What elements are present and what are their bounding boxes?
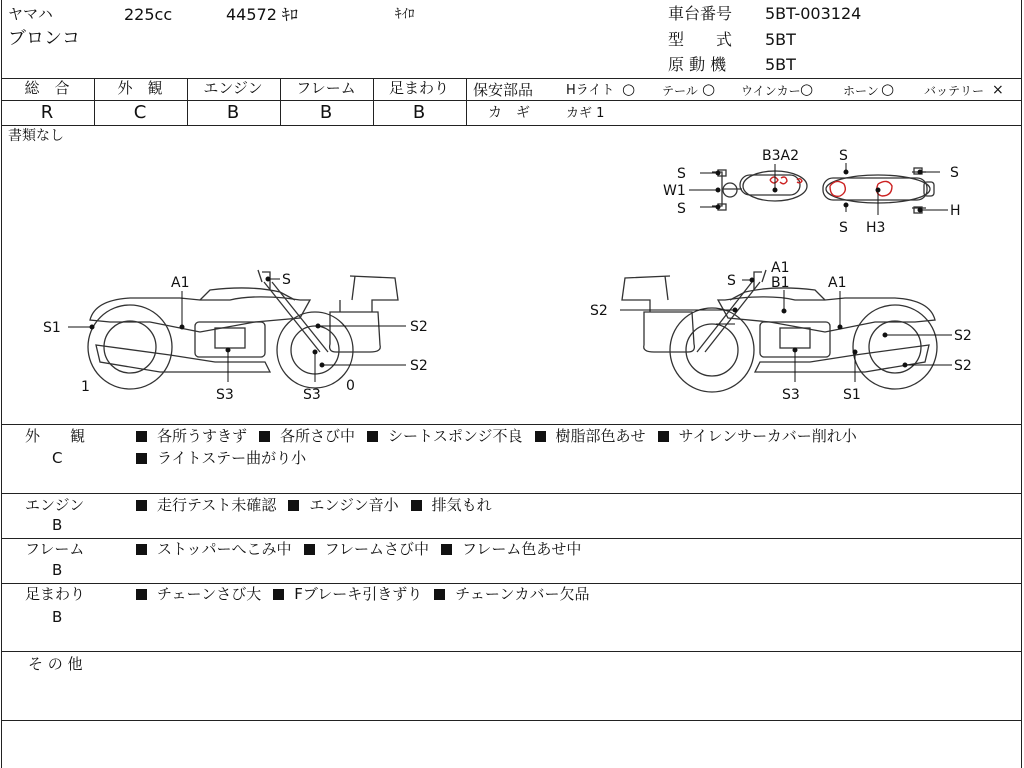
label-right-s: S xyxy=(727,273,736,289)
safety-tail-mark: ○ xyxy=(702,80,716,98)
comment-suspension-grade: B xyxy=(52,608,63,626)
defect-item: チェーンさび大 xyxy=(157,585,262,603)
bullet-square-icon xyxy=(441,544,452,555)
defect-item: 樹脂部色あせ xyxy=(555,427,646,445)
defect-item: サイレンサーカバー削れ小 xyxy=(678,427,857,445)
defect-item: シートスポンジ不良 xyxy=(388,427,523,445)
label-right-s2a: S2 xyxy=(590,303,608,319)
comment-frame-line-1 xyxy=(136,542,593,557)
label-right-s2c: S2 xyxy=(954,358,972,374)
displacement: 225cc xyxy=(124,5,173,24)
frame-no: 5BT-003124 xyxy=(765,4,862,23)
comment-engine-grade: B xyxy=(52,516,63,534)
bullet-square-icon xyxy=(658,431,669,442)
safety-headlight-mark: ○ xyxy=(622,80,636,98)
defect-item: Fブレーキ引きずり xyxy=(294,585,423,603)
bullet-square-icon xyxy=(136,500,147,511)
comment-frame-label: フレーム xyxy=(25,540,85,558)
grade-label-engine: エンジン xyxy=(203,79,263,97)
label-top-s2: S xyxy=(677,166,686,182)
bullet-square-icon xyxy=(136,431,147,442)
mileage-unit: ｷｲﾛ xyxy=(395,7,415,22)
bullet-square-icon xyxy=(304,544,315,555)
safety-winker-mark: ○ xyxy=(800,80,814,98)
safety-horn-label: ホーン xyxy=(843,84,879,98)
diagram-labels xyxy=(43,148,972,403)
label-top-s5: S xyxy=(839,220,848,236)
comment-frame-grade: B xyxy=(52,561,63,579)
defect-item: 各所うすきず xyxy=(157,427,248,445)
safety-winker-label: ウインカー xyxy=(741,84,801,98)
mileage: 44572 ｷﾛ xyxy=(226,5,298,24)
safety-horn-mark: ○ xyxy=(881,80,895,98)
comment-engine-label: エンジン xyxy=(25,496,85,514)
bullet-square-icon xyxy=(136,544,147,555)
label-top-w1: W1 xyxy=(663,183,686,199)
bullet-square-icon xyxy=(434,589,445,600)
bullet-square-icon xyxy=(535,431,546,442)
engine-label: 原 動 機 xyxy=(668,55,727,74)
comment-exterior-line-1 xyxy=(136,429,869,444)
label-left-s2a: S2 xyxy=(410,319,428,335)
defect-item: ライトステー曲がり小 xyxy=(157,449,307,467)
comment-exterior-grade: C xyxy=(52,449,63,467)
label-top-s3: S xyxy=(677,201,686,217)
defect-item: チェーンカバー欠品 xyxy=(455,585,590,603)
grade-label-overall: 総 合 xyxy=(24,79,70,97)
label-left-s3a: S3 xyxy=(216,387,234,403)
docs-note: 書類なし xyxy=(8,128,64,144)
defect-item: 排気もれ xyxy=(431,496,492,514)
defect-item: 走行テスト未確認 xyxy=(157,496,277,514)
comment-exterior-line-2 xyxy=(136,451,318,466)
label-right-s1: S1 xyxy=(843,387,861,403)
type-label: 型 式 xyxy=(668,30,733,49)
grade-value-exterior: C xyxy=(133,102,147,123)
comment-exterior-label: 外 観 xyxy=(25,427,86,445)
label-left-s2b: S2 xyxy=(410,358,428,374)
engine-value: 5BT xyxy=(765,55,796,74)
comment-suspension-label: 足まわり xyxy=(25,585,86,603)
type-value: 5BT xyxy=(765,30,796,49)
left-view-bike xyxy=(88,270,398,389)
label-top-s4: S xyxy=(950,165,959,181)
frame-no-label: 車台番号 xyxy=(668,4,733,23)
key-label: カ ギ xyxy=(488,105,530,121)
safety-headlight-label: Hライト xyxy=(566,83,615,98)
comment-suspension-line-1 xyxy=(136,587,602,602)
defect-item: 各所さび中 xyxy=(280,427,356,445)
bullet-square-icon xyxy=(259,431,270,442)
label-right-s3: S3 xyxy=(782,387,800,403)
defect-item: フレームさび中 xyxy=(324,540,429,558)
grade-label-suspension: 足まわり xyxy=(388,79,449,97)
label-left-s3b: S3 xyxy=(303,387,321,403)
grade-value-frame: B xyxy=(319,102,333,123)
safety-title: 保安部品 xyxy=(473,81,534,99)
label-top-h: H xyxy=(950,203,961,219)
label-right-a1: A1 xyxy=(828,275,847,291)
defect-item: エンジン音小 xyxy=(309,496,399,514)
grade-value-overall: R xyxy=(40,102,54,123)
label-right-s2b: S2 xyxy=(954,328,972,344)
grade-value-suspension: B xyxy=(412,102,426,123)
safety-battery-mark: × xyxy=(992,82,1004,98)
bullet-square-icon xyxy=(367,431,378,442)
bullet-square-icon xyxy=(136,589,147,600)
label-top-h3: H3 xyxy=(866,220,886,236)
comment-other-label: そ の 他 xyxy=(28,655,83,673)
label-right-b1: B1 xyxy=(771,275,790,291)
grade-label-exterior: 外 観 xyxy=(117,79,163,97)
label-left-odo0: 0 xyxy=(346,378,355,394)
safety-tail-label: テール xyxy=(662,84,698,98)
comment-engine-line-1 xyxy=(136,498,504,513)
top-view-bike xyxy=(712,168,934,213)
safety-battery-label: バッテリー xyxy=(924,84,985,98)
label-left-s1: S1 xyxy=(43,320,61,336)
label-left-s: S xyxy=(282,272,291,288)
label-top-b3a2: B3A2 xyxy=(762,148,799,164)
bullet-square-icon xyxy=(136,453,147,464)
model-name: ブロンコ xyxy=(8,28,80,49)
maker: ヤマハ xyxy=(8,5,53,23)
bullet-square-icon xyxy=(411,500,422,511)
defect-item: ストッパーへこみ中 xyxy=(157,540,292,558)
label-top-s1: S xyxy=(839,148,848,164)
label-right-a1-top: A1 xyxy=(771,260,790,276)
damage-marks xyxy=(770,177,892,196)
grade-value-engine: B xyxy=(226,102,240,123)
key-value: カギ 1 xyxy=(566,106,605,121)
bullet-square-icon xyxy=(273,589,284,600)
label-left-a1: A1 xyxy=(171,275,190,291)
defect-item: フレーム色あせ中 xyxy=(461,540,582,558)
label-left-odo1: 1 xyxy=(81,379,90,395)
bullet-square-icon xyxy=(288,500,299,511)
grade-label-frame: フレーム xyxy=(296,79,356,97)
